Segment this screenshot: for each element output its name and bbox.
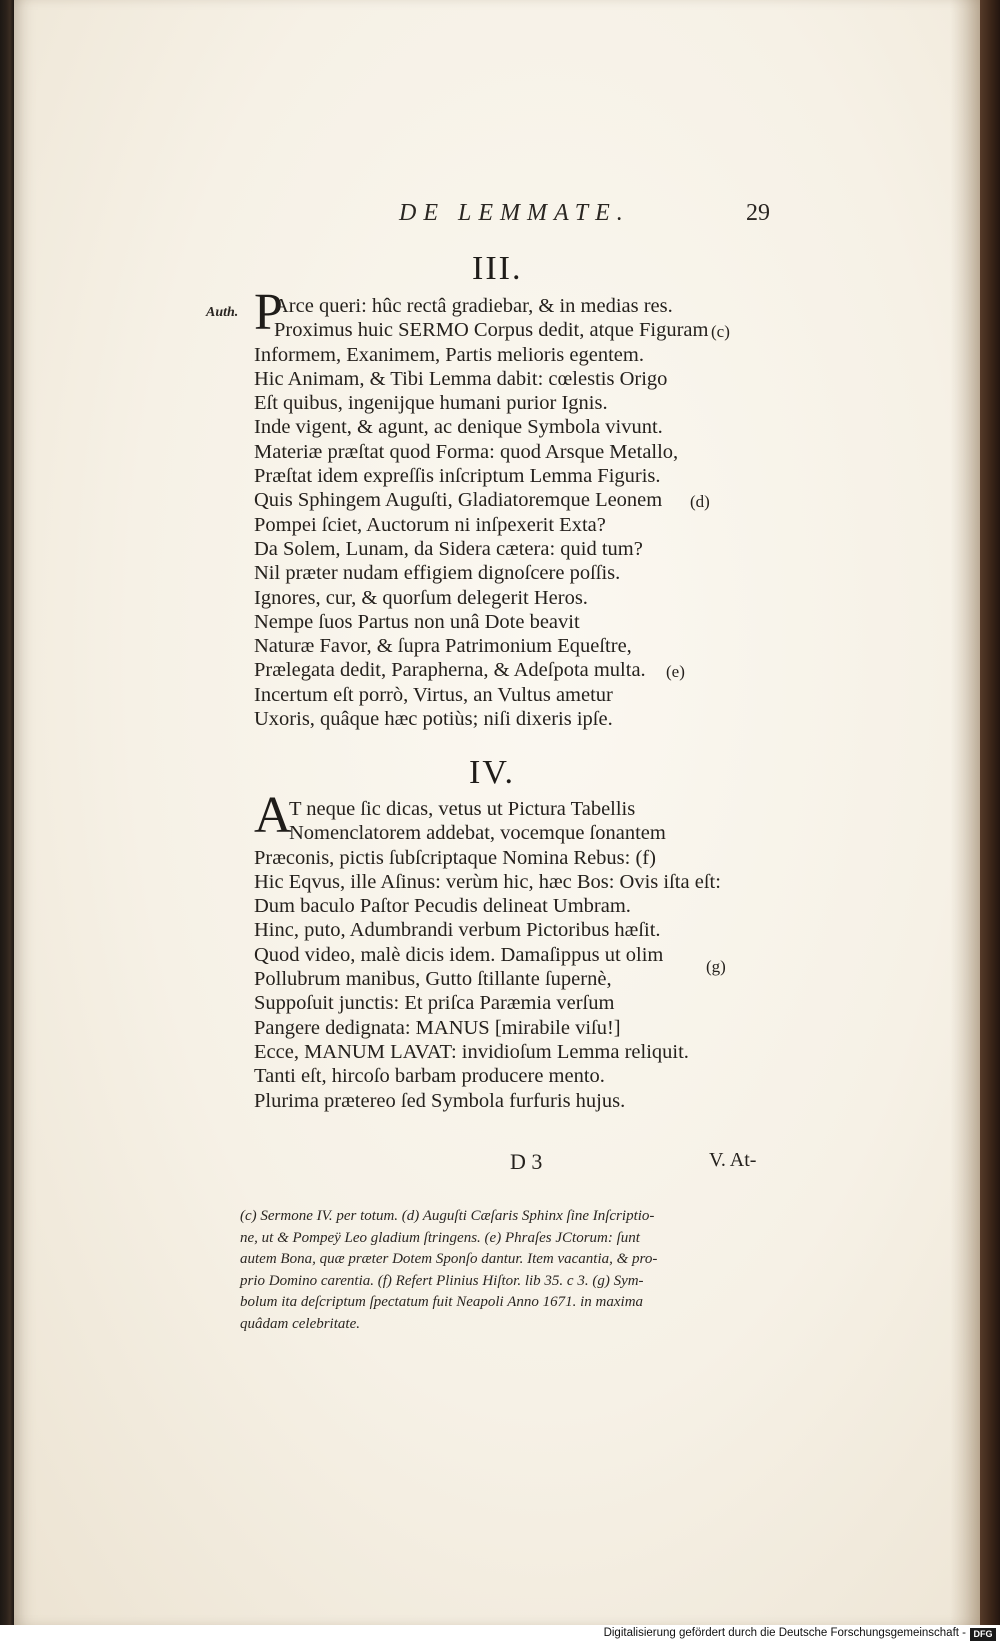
footnote-line: ne, ut & Pompeÿ Leo gladium ſtringens. (e) Phraſes JCtorum: ſunt — [240, 1229, 640, 1246]
book-edge — [978, 0, 1000, 1625]
verse-line: Incertum eſt porrò, Virtus, an Vultus ametur — [254, 683, 613, 706]
verse-line: Præſtat idem expreſſis inſcriptum Lemma Figuris. — [254, 465, 661, 488]
signature-mark: D 3 — [510, 1149, 543, 1174]
section-number-iv: IV. — [469, 754, 515, 791]
footnote-line: prio Domino carentia. (f) Refert Plinius Hiſtor. lib 35. c 3. (g) Sym- — [240, 1272, 644, 1289]
verse-line: Nil præter nudam effigiem dignoſcere poſſis. — [254, 562, 621, 585]
drop-cap-p: P — [254, 284, 283, 341]
verse-line: Nempe ſuos Partus non unâ Dote beavit — [254, 610, 580, 633]
note-mark-d: (d) — [690, 492, 710, 511]
page-shadow — [950, 0, 980, 1625]
note-mark-g: (g) — [706, 957, 726, 976]
running-head: DE LEMMATE. — [399, 200, 630, 226]
verse-line: Hic Eqvus, ille Aſinus: verùm hic, hæc Bos: Ovis iſta eſt: — [254, 870, 721, 893]
verse-line: Informem, Exanimem, Partis melioris egentem. — [254, 343, 644, 366]
verse-line: Inde vigent, & agunt, ac denique Symbola vivunt. — [254, 416, 663, 439]
footnote-line: quâdam celebritate. — [240, 1315, 360, 1332]
catchword: V. At- — [709, 1149, 757, 1171]
verse-line: Eſt quibus, ingenijque humani purior Ignis. — [254, 392, 608, 415]
verse-line: Præconis, pictis ſubſcriptaque Nomina Rebus: (f) — [254, 846, 656, 869]
footer-bar — [0, 1625, 1000, 1645]
verse-line: Prælegata dedit, Parapherna, & Adeſpota multa. — [254, 659, 646, 682]
section-number-iii: III. — [472, 250, 523, 287]
footnotes — [240, 1206, 780, 1335]
verse-line: Hinc, puto, Adumbrandi verbum Pictoribus hæſit. — [254, 919, 661, 942]
footnote-line: (c) Sermone IV. per totum. (d) Auguſti Cæſaris Sphinx ſine Inſcriptio- — [240, 1208, 655, 1224]
verse-line: Ignores, cur, & quorſum delegerit Heros. — [254, 586, 588, 609]
verse-line: Quod video, malè dicis idem. Damaſippus ut olim — [254, 943, 664, 966]
dfg-logo: DFG — [970, 1628, 996, 1641]
verse-line: Suppoſuit junctis: Et priſca Paræmia verſum — [254, 992, 615, 1015]
verse-line: Proximus huic SERMO Corpus dedit, atque Figuram — [274, 319, 709, 342]
verse-line: Nomenclatorem addebat, vocemque ſonantem — [289, 822, 666, 845]
book-page — [14, 0, 980, 1625]
verse-line: Materiæ præſtat quod Forma: quod Arsque Metallo, — [254, 440, 679, 463]
verse-line: Tanti eſt, hircoſo barbam producere mento. — [254, 1065, 605, 1088]
verse-line: Pangere dedignata: MANUS [mirabile viſu!] — [254, 1016, 621, 1039]
verse-block-iv — [254, 797, 721, 1113]
verse-line: Da Solem, Lunam, da Sidera cætera: quid tum? — [254, 537, 643, 560]
verse-line: Plurima prætereo ſed Symbola furfuris hujus. — [254, 1089, 626, 1112]
verse-line: Arce queri: hûc rectâ gradiebar, & in medias res. — [274, 295, 673, 317]
verse-line: Naturæ Favor, & ſupra Patrimonium Equeſtre, — [254, 635, 632, 658]
funding-credit: Digitalisierung gefördert durch die Deutsche Forschungsgemeinschaft - — [603, 1627, 966, 1639]
verse-block-iii — [254, 294, 708, 731]
verse-line: Dum baculo Paſtor Pecudis delineat Umbram. — [254, 895, 631, 918]
verse-line: Pompei ſciet, Auctorum ni inſpexerit Exta? — [254, 513, 606, 536]
verse-line: Uxoris, quâque hæc potiùs; niſi dixeris ipſe. — [254, 708, 613, 731]
footnote-line: bolum ita deſcriptum ſpectatum fuit Neapoli Anno 1671. in maxima — [240, 1294, 644, 1310]
verse-line: T neque ſic dicas, vetus ut Pictura Tabellis — [289, 798, 636, 820]
verse-line: Quis Sphingem Auguſti, Gladiatoremque Leonem — [254, 489, 663, 512]
note-mark-e: (e) — [666, 662, 685, 681]
drop-cap-a: A — [254, 787, 292, 844]
verse-line: Ecce, MANUM LAVAT: invidioſum Lemma reliquit. — [254, 1040, 689, 1063]
footnote-line: autem Bona, quæ præter Dotem Sponſo dantur. Item vacantia, & pro- — [240, 1251, 658, 1267]
page-number: 29 — [746, 200, 770, 226]
note-mark-c: (c) — [711, 322, 730, 341]
marginal-note: Auth. — [206, 305, 239, 320]
verse-line: Pollubrum manibus, Gutto ſtillante ſupernè, — [254, 968, 612, 991]
verse-line: Hic Animam, & Tibi Lemma dabit: cœlestis Origo — [254, 367, 668, 390]
